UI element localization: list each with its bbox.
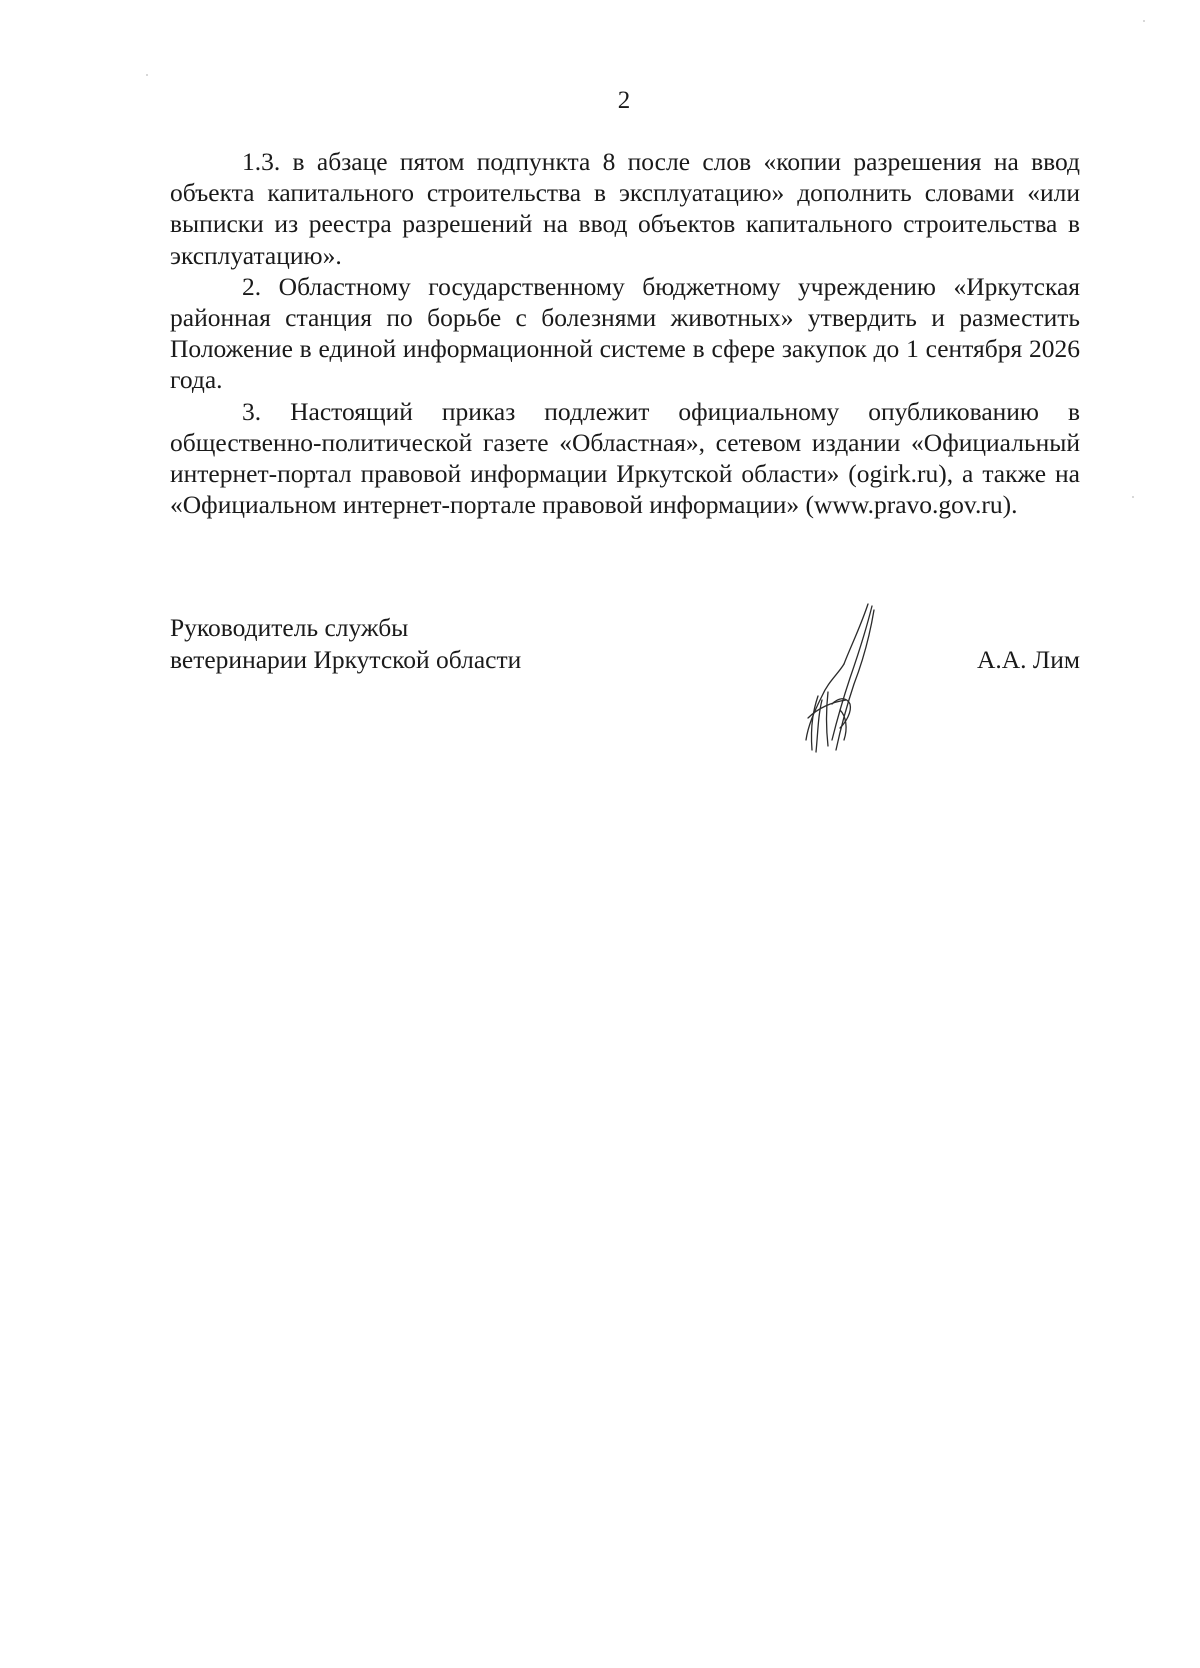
scan-speck xyxy=(146,74,148,76)
signer-title-line-2: ветеринарии Иркутской области xyxy=(170,645,522,674)
document-body xyxy=(170,146,1080,520)
signer-name: А.А. Лим xyxy=(976,645,1080,674)
signer-title xyxy=(170,612,521,676)
paragraph-1-3: 1.3. в абзаце пятом подпункта 8 после слов «копии разрешения на ввод объекта капитального строительства в эксплуатацию» дополнить словами «или выписки из реестра разрешений на ввод объектов капитального строительства в эксплуатацию». xyxy=(170,147,1080,270)
scan-speck xyxy=(1143,20,1145,22)
page-number: 2 xyxy=(617,87,631,114)
scan-speck xyxy=(1132,496,1134,498)
paragraph-3: 3. Настоящий приказ подлежит официальному опубликованию в общественно-политической газете «Областная», сетевом издании «Официальный интернет-портал правовой информации Иркутской области» (ogirk.ru), а также на «Официальном интернет-портале правовой информации» (www.pravo.gov.ru). xyxy=(170,396,1080,520)
signer-title-line-1: Руководитель службы xyxy=(170,613,409,642)
signature-block xyxy=(170,612,1080,762)
handwritten-signature xyxy=(788,600,898,760)
paragraph-2: 2. Областному государственному бюджетному учреждению «Иркутская районная станция по борьбе с болезнями животных» утвердить и разместить Положение в единой информационной системе в сфере закупок до 1 сентября 2026 года. xyxy=(170,271,1080,395)
